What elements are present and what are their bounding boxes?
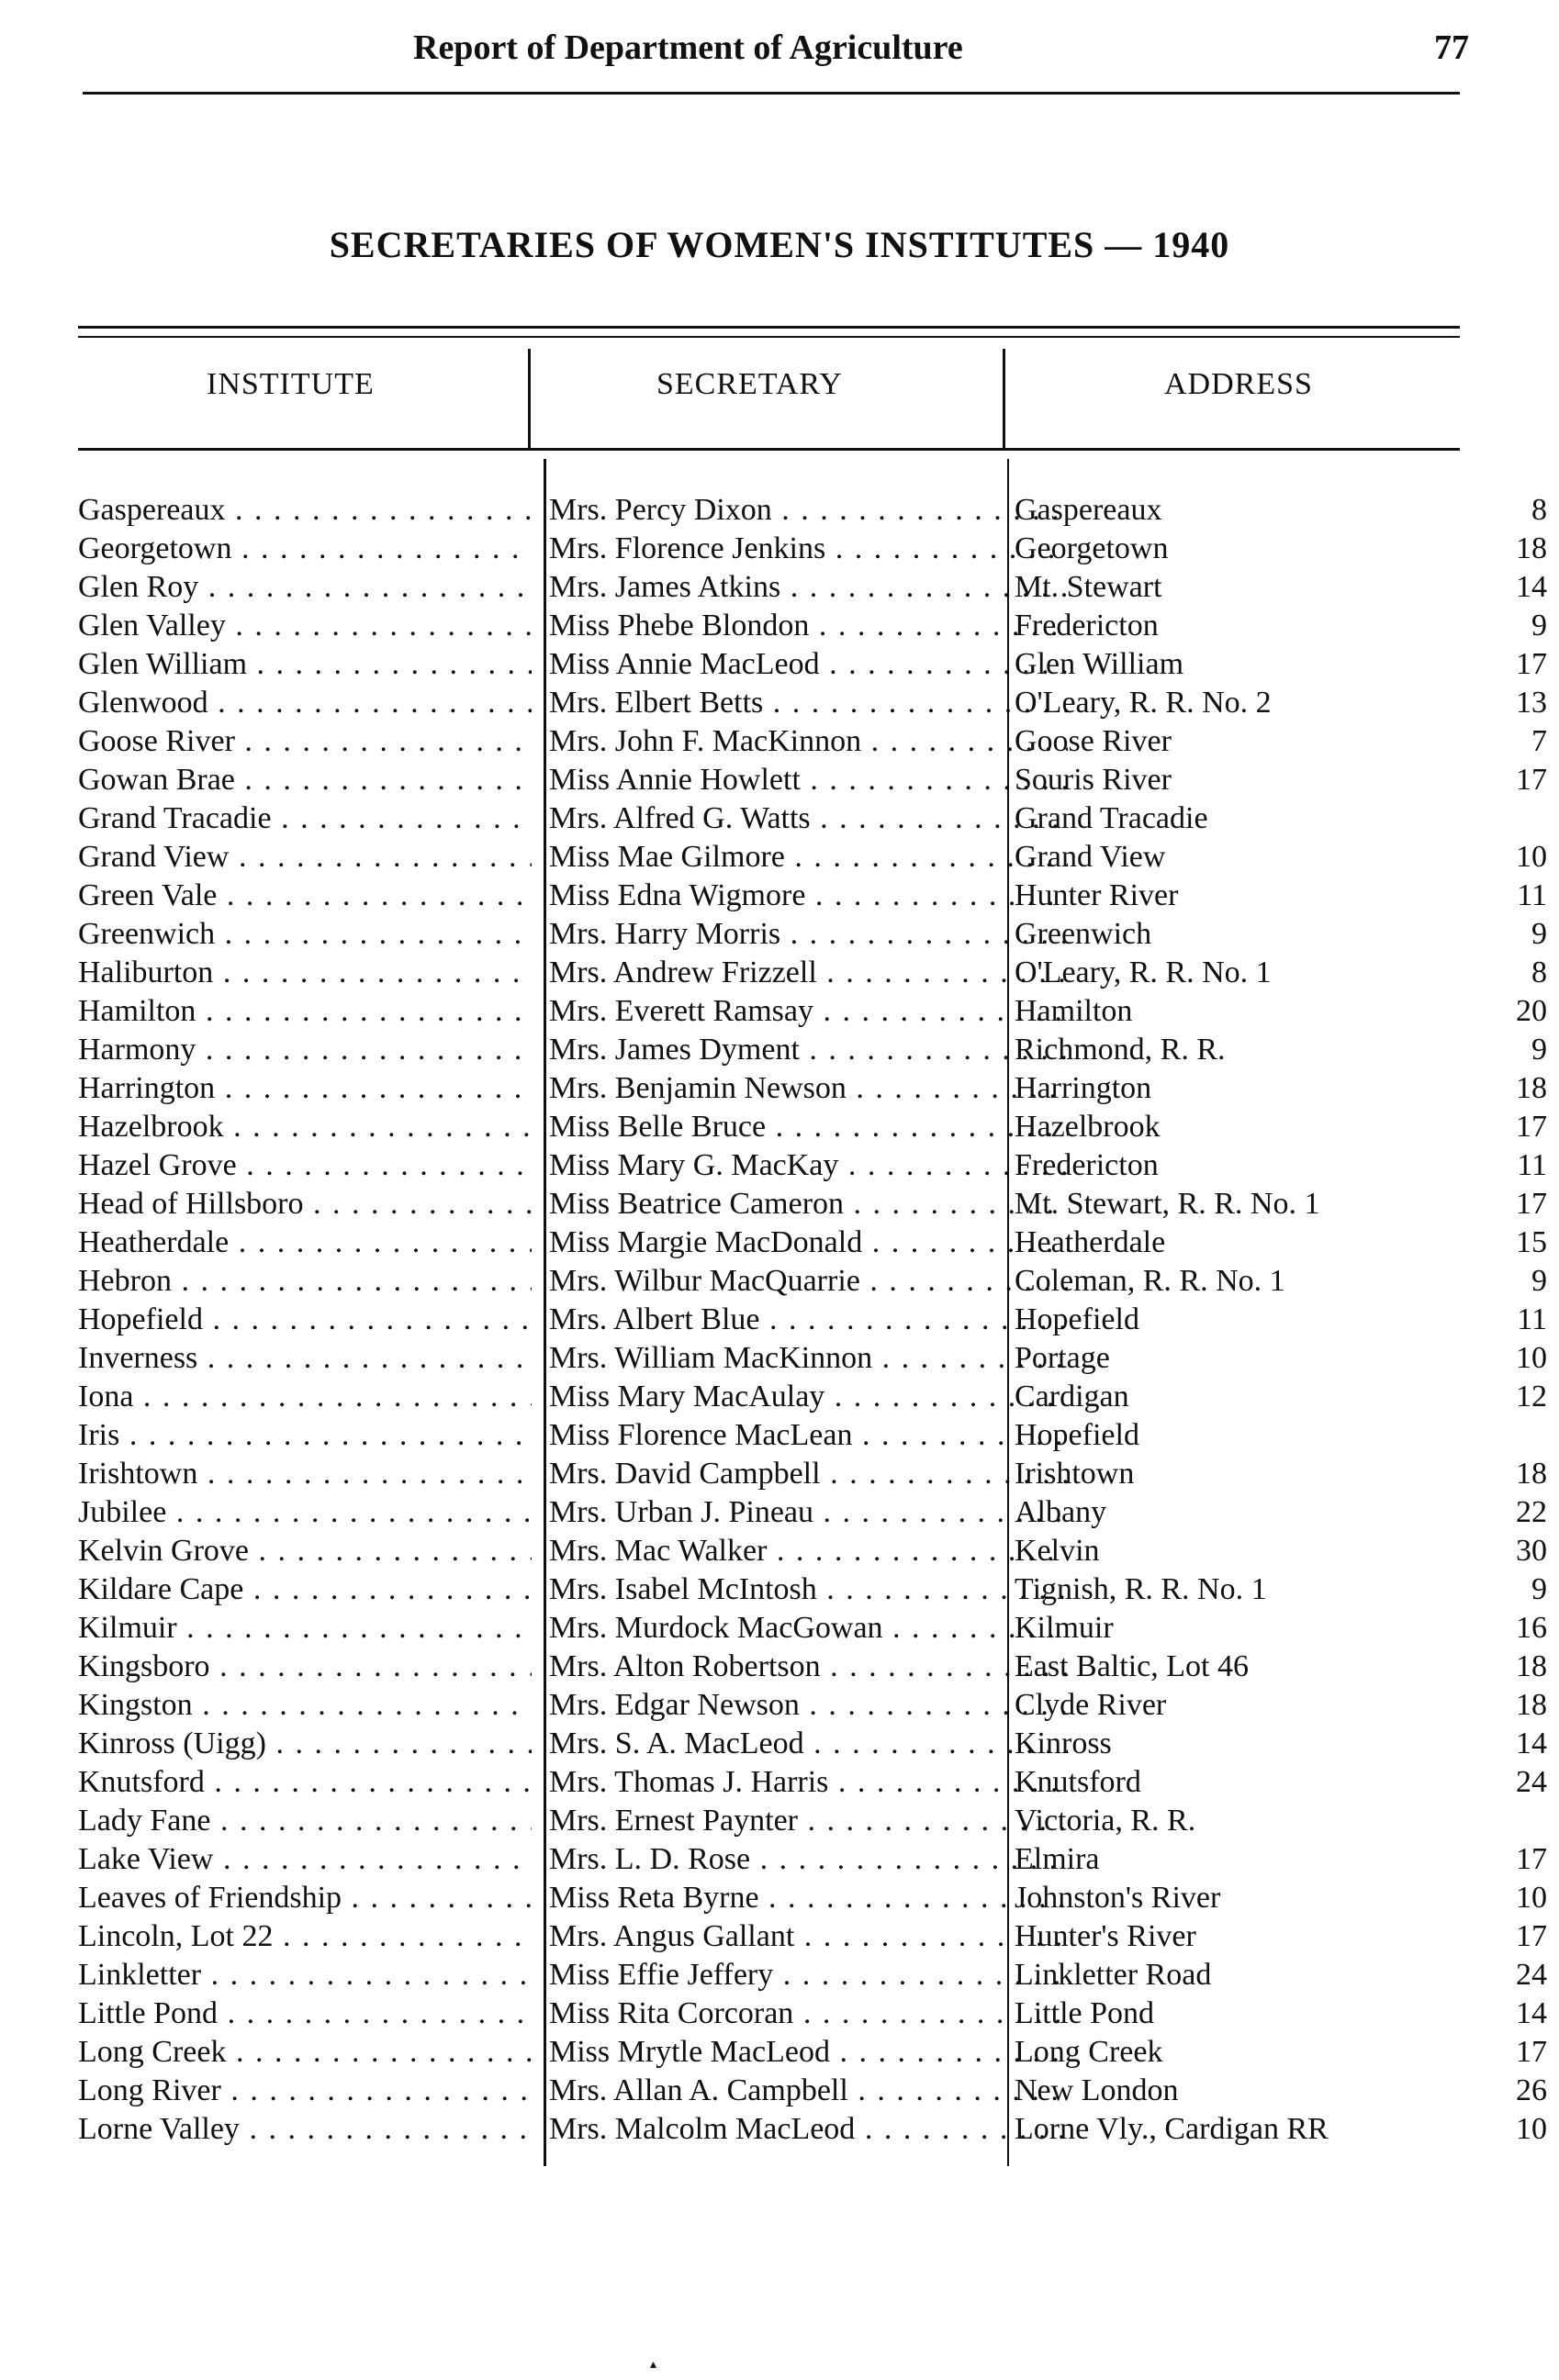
number-cell: 18 [1516,1649,1547,1683]
institute-cell: Gaspereaux . . . [78,491,532,530]
secretary-cell: Mrs. James Atkins . . . [549,568,1068,607]
address-cell: Richmond, R. R. [1015,1033,1226,1067]
number-cell: 17 [1516,647,1547,681]
table-top-rule-inner [78,336,1460,338]
secretary-cell: Miss Rita Corcoran . . . [549,1995,1068,2033]
number-cell: 20 [1516,994,1547,1028]
number-cell: 8 [1531,955,1547,989]
number-cell: 8 [1531,493,1547,527]
address-cell: Cardigan [1015,1380,1129,1413]
table-row [78,645,1547,684]
institute-cell: Glen William . . . [78,645,532,684]
number-cell: 22 [1516,1495,1547,1529]
column-header-secretary: SECRETARY [656,367,843,401]
table-row [78,1185,1547,1224]
table-row [78,1416,1474,1455]
institute-cell: Kelvin Grove . . . [78,1532,532,1570]
table-row [78,1378,1547,1416]
table-row [78,838,1547,877]
table-row [78,761,1547,799]
address-cell: Tignish, R. R. No. 1 [1015,1572,1267,1606]
institute-cell: Heatherdale . . . [78,1224,532,1262]
address-cell: East Baltic, Lot 46 [1015,1649,1249,1683]
address-cell: New London [1015,2073,1179,2107]
table-row [78,1455,1547,1493]
institutes-table-body [78,491,1547,2149]
secretary-cell: Miss Annie MacLeod . . . [549,645,1068,684]
secretary-cell: Mrs. Allan A. Campbell . . . [549,2072,1068,2110]
secretary-cell: Mrs. Murdock MacGowan . . . [549,1609,1068,1648]
number-cell: 10 [1516,1341,1547,1375]
address-cell: Hunter's River [1015,1919,1196,1953]
institute-cell: Harmony . . . [78,1031,532,1069]
secretary-cell: Mrs. Edgar Newson . . . [549,1686,1068,1725]
number-cell: 15 [1516,1225,1547,1259]
address-cell: Goose River [1015,724,1172,758]
table-row [78,607,1547,645]
header-bottom-rule [78,448,1460,451]
column-header-address: ADDRESS [1164,367,1313,401]
secretary-cell: Mrs. Harry Morris . . . [549,915,1068,954]
institute-cell: Lady Fane . . . [78,1802,532,1840]
institute-cell: Lake View . . . [78,1840,532,1879]
address-cell: Linkletter Road [1015,1958,1212,1992]
table-row [78,799,1474,838]
number-cell: 9 [1531,1264,1547,1298]
institute-cell: Irishtown . . . [78,1455,532,1493]
number-cell: 18 [1516,531,1547,565]
table-row [78,1995,1547,2033]
number-cell: 17 [1516,2035,1547,2069]
table-row [78,1917,1547,1956]
number-cell: 7 [1531,724,1547,758]
institute-cell: Glen Valley . . . [78,607,532,645]
address-cell: Glen William [1015,647,1184,681]
institute-cell: Hebron . . . [78,1262,532,1301]
address-cell: Long Creek [1015,2035,1163,2069]
institute-cell: Gowan Brae . . . [78,761,532,799]
address-cell: O'Leary, R. R. No. 1 [1015,955,1272,989]
institute-cell: Knutsford . . . [78,1763,532,1802]
institute-cell: Grand View . . . [78,838,532,877]
institute-cell: Greenwich . . . [78,915,532,954]
table-row [78,1339,1547,1378]
page-header [83,28,1469,83]
institute-cell: Haliburton . . . [78,954,532,992]
institute-cell: Iona . . . [78,1378,532,1416]
address-cell: O'Leary, R. R. No. 2 [1015,686,1272,720]
secretary-cell: Mrs. Elbert Betts . . . [549,684,1068,722]
table-row [78,1532,1547,1570]
address-cell: Kinross [1015,1726,1112,1760]
institute-cell: Jubilee . . . [78,1493,532,1532]
institute-cell: Glen Roy . . . [78,568,532,607]
address-cell: Clyde River [1015,1688,1167,1722]
address-cell: Hamilton [1015,994,1133,1028]
secretary-cell: Miss Beatrice Cameron . . . [549,1185,1068,1224]
table-row [78,1802,1474,1840]
secretary-cell: Miss Mae Gilmore . . . [549,838,1068,877]
institute-cell: Leaves of Friendship . . . [78,1879,532,1917]
number-cell: 18 [1516,1457,1547,1491]
institute-cell: Harrington . . . [78,1069,532,1108]
secretary-cell: Mrs. James Dyment . . . [549,1031,1068,1069]
address-cell: Little Pond [1015,1996,1155,2030]
institute-cell: Inverness . . . [78,1339,532,1378]
number-cell: 13 [1516,686,1547,720]
number-cell: 14 [1516,1726,1547,1760]
secretary-cell: Mrs. Albert Blue . . . [549,1301,1068,1339]
number-cell: 10 [1516,1881,1547,1915]
page-mark: ▴ [650,2358,657,2372]
header-divider-2 [1003,349,1005,448]
secretary-cell: Mrs. Alfred G. Watts . . . [549,799,1068,838]
address-cell: Grand Tracadie [1015,801,1208,835]
table-row [78,1493,1547,1532]
address-cell: Souris River [1015,763,1172,797]
institute-cell: Kinross (Uigg) . . . [78,1725,532,1763]
table-row [78,491,1547,530]
secretary-cell: Miss Margie MacDonald . . . [549,1224,1068,1262]
number-cell: 14 [1516,570,1547,604]
institute-cell: Glenwood . . . [78,684,532,722]
address-cell: Hopefield [1015,1418,1139,1452]
address-cell: Albany [1015,1495,1107,1529]
table-row [78,684,1547,722]
institute-cell: Grand Tracadie . . . [78,799,532,838]
table-row [78,915,1547,954]
secretary-cell: Mrs. S. A. MacLeod . . . [549,1725,1068,1763]
running-title: Report of Department of Agriculture [413,28,963,67]
address-cell: Heatherdale [1015,1225,1166,1259]
secretary-cell: Mrs. Everett Ramsay . . . [549,992,1068,1031]
table-row [78,1609,1547,1648]
secretary-cell: Miss Mrytle MacLeod . . . [549,2033,1068,2072]
secretary-cell: Mrs. Wilbur MacQuarrie . . . [549,1262,1068,1301]
institute-cell: Lincoln, Lot 22 . . . [78,1917,532,1956]
number-cell: 24 [1516,1958,1547,1992]
column-header-institute: INSTITUTE [207,367,375,401]
number-cell: 12 [1516,1380,1547,1413]
number-cell: 17 [1516,1919,1547,1953]
institute-cell: Hazel Grove . . . [78,1146,532,1185]
table-row [78,722,1547,761]
number-cell: 11 [1517,878,1547,912]
table-row [78,530,1547,568]
table-row [78,2033,1547,2072]
number-cell: 9 [1531,1033,1547,1067]
table-row [78,1840,1547,1879]
secretary-cell: Miss Effie Jeffery . . . [549,1956,1068,1995]
table-row [78,1108,1547,1146]
address-cell: Greenwich [1015,917,1152,951]
page-number: 77 [1434,28,1469,67]
address-cell: Mt. Stewart [1015,570,1162,604]
address-cell: Kilmuir [1015,1611,1114,1645]
header-divider-1 [528,349,531,448]
number-cell: 17 [1516,1187,1547,1221]
institute-cell: Green Vale . . . [78,877,532,915]
secretary-cell: Mrs. Isabel McIntosh . . . [549,1570,1068,1609]
address-cell: Fredericton [1015,1148,1159,1182]
address-cell: Fredericton [1015,609,1159,642]
table-row [78,1725,1547,1763]
secretary-cell: Miss Phebe Blondon . . . [549,607,1068,645]
secretary-cell: Miss Mary MacAulay . . . [549,1378,1068,1416]
institute-cell: Long River . . . [78,2072,532,2110]
secretary-cell: Mrs. Benjamin Newson . . . [549,1069,1068,1108]
number-cell: 17 [1516,1110,1547,1144]
table-row [78,877,1547,915]
address-cell: Coleman, R. R. No. 1 [1015,1264,1285,1298]
address-cell: Mt. Stewart, R. R. No. 1 [1015,1187,1320,1221]
number-cell: 18 [1516,1071,1547,1105]
secretary-cell: Miss Reta Byrne . . . [549,1879,1068,1917]
table-row [78,1301,1547,1339]
secretary-cell: Miss Florence MacLean . . . [549,1416,1068,1455]
secretary-cell: Mrs. Ernest Paynter . . . [549,1802,1068,1840]
secretary-cell: Mrs. L. D. Rose . . . [549,1840,1068,1879]
institute-cell: Head of Hillsboro . . . [78,1185,532,1224]
secretary-cell: Miss Mary G. MacKay . . . [549,1146,1068,1185]
address-cell: Lorne Vly., Cardigan RR [1015,2112,1329,2146]
secretary-cell: Miss Annie Howlett . . . [549,761,1068,799]
header-rule [83,92,1460,95]
institute-cell: Lorne Valley . . . [78,2110,532,2149]
table-row [78,1686,1547,1725]
table-row [78,1648,1547,1686]
number-cell: 9 [1531,1572,1547,1606]
address-cell: Elmira [1015,1842,1100,1876]
secretary-cell: Mrs. Urban J. Pineau . . . [549,1493,1068,1532]
secretary-cell: Mrs. Percy Dixon . . . [549,491,1068,530]
secretary-cell: Mrs. Andrew Frizzell . . . [549,954,1068,992]
secretary-cell: Miss Belle Bruce . . . [549,1108,1068,1146]
institute-cell: Hazelbrook . . . [78,1108,532,1146]
number-cell: 14 [1516,1996,1547,2030]
table-row [78,1570,1547,1609]
number-cell: 11 [1517,1148,1547,1182]
table-top-rule [78,326,1460,329]
table-row [78,1879,1547,1917]
address-cell: Hopefield [1015,1302,1139,1336]
number-cell: 17 [1516,763,1547,797]
institute-cell: Kilmuir . . . [78,1609,532,1648]
address-cell: Gaspereaux [1015,493,1162,527]
address-cell: Hunter River [1015,878,1179,912]
institute-cell: Georgetown . . . [78,530,532,568]
table-row [78,1262,1547,1301]
table-row [78,1224,1547,1262]
secretary-cell: Miss Edna Wigmore . . . [549,877,1068,915]
table-row [78,2072,1547,2110]
number-cell: 10 [1516,840,1547,874]
number-cell: 26 [1516,2073,1547,2107]
institute-cell: Little Pond . . . [78,1995,532,2033]
table-row [78,1069,1547,1108]
number-cell: 9 [1531,917,1547,951]
institute-cell: Kildare Cape . . . [78,1570,532,1609]
table-title: SECRETARIES OF WOMEN'S INSTITUTES — 1940 [329,224,1230,265]
address-cell: Knutsford [1015,1765,1141,1799]
address-cell: Victoria, R. R. [1015,1804,1196,1838]
number-cell: 24 [1516,1765,1547,1799]
secretary-cell: Mrs. Angus Gallant . . . [549,1917,1068,1956]
table-row [78,1146,1547,1185]
secretary-cell: Mrs. David Campbell . . . [549,1455,1068,1493]
secretary-cell: Mrs. Mac Walker . . . [549,1532,1068,1570]
institute-cell: Hamilton . . . [78,992,532,1031]
table-row [78,2110,1547,2149]
number-cell: 17 [1516,1842,1547,1876]
institute-cell: Linkletter . . . [78,1956,532,1995]
address-cell: Portage [1015,1341,1110,1375]
table-row [78,1763,1547,1802]
number-cell: 10 [1516,2112,1547,2146]
address-cell: Kelvin [1015,1534,1100,1568]
table-row [78,954,1547,992]
address-cell: Grand View [1015,840,1166,874]
address-cell: Georgetown [1015,531,1169,565]
institute-cell: Iris . . . [78,1416,532,1455]
number-cell: 30 [1516,1534,1547,1568]
address-cell: Harrington [1015,1071,1152,1105]
table-row [78,1031,1547,1069]
secretary-cell: Mrs. Thomas J. Harris . . . [549,1763,1068,1802]
table-row [78,992,1547,1031]
number-cell: 16 [1516,1611,1547,1645]
address-cell: Johnston's River [1015,1881,1221,1915]
number-cell: 18 [1516,1688,1547,1722]
institute-cell: Kingsboro . . . [78,1648,532,1686]
address-cell: Irishtown [1015,1457,1135,1491]
secretary-cell: Mrs. Florence Jenkins . . . [549,530,1068,568]
number-cell: 11 [1517,1302,1547,1336]
address-cell: Hazelbrook [1015,1110,1161,1144]
secretary-cell: Mrs. Malcolm MacLeod . . . [549,2110,1068,2149]
institute-cell: Kingston . . . [78,1686,532,1725]
secretary-cell: Mrs. John F. MacKinnon . . . [549,722,1068,761]
institute-cell: Long Creek . . . [78,2033,532,2072]
table-row [78,568,1547,607]
secretary-cell: Mrs. Alton Robertson . . . [549,1648,1068,1686]
secretary-cell: Mrs. William MacKinnon . . . [549,1339,1068,1378]
institute-cell: Goose River . . . [78,722,532,761]
table-row [78,1956,1547,1995]
number-cell: 9 [1531,609,1547,642]
institute-cell: Hopefield . . . [78,1301,532,1339]
